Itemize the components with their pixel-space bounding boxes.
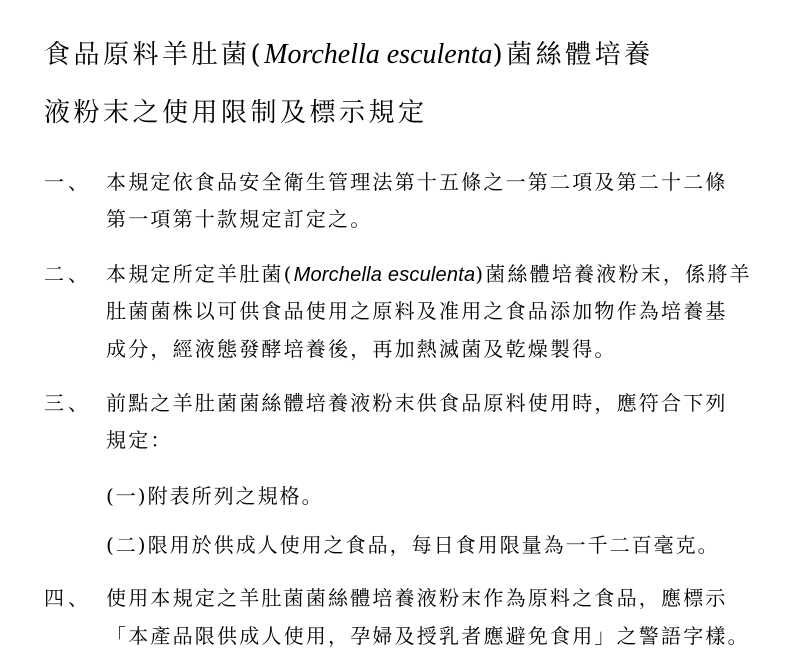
item-text-line: 本規定依食品安全衛生管理法第十五條之一第二項及第二十二條 [106, 170, 728, 194]
item-text-line [106, 258, 752, 287]
title-line1-post: )菌絲體培養 [492, 40, 654, 70]
title-line1-pre: 食品原料羊肚菌( [44, 40, 265, 70]
sub-item: (一)附表所列之規格。 [106, 484, 324, 508]
item-text-line: 使用本規定之羊肚菌菌絲體培養液粉末作為原料之食品，應標示 [106, 586, 728, 610]
sub-item: (二)限用於供成人使用之食品，每日食用限量為一千二百毫克。 [106, 533, 720, 557]
item-text-line: 前點之羊肚菌菌絲體培養液粉末供食品原料使用時，應符合下列 [106, 391, 728, 415]
item-line-pre: 本規定所定羊肚菌( [106, 262, 294, 286]
item-text-line: 規定： [106, 428, 173, 452]
item-number: 二、 [44, 262, 92, 286]
title-line-1 [44, 34, 654, 71]
item-text-line: 「本產品限供成人使用，孕婦及授乳者應避免食用」之警語字樣。 [106, 624, 750, 648]
title-latin-name: Morchella esculenta [264, 39, 493, 70]
item-text-line: 成分，經液態發酵培養後，再加熱滅菌及乾燥製得。 [106, 337, 617, 361]
item-text-line: 肚菌菌株以可供食品使用之原料及准用之食品添加物作為培養基 [106, 299, 728, 323]
item-line-post: )菌絲體培養液粉末，係將羊 [475, 262, 752, 286]
title-line-2: 液粉末之使用限制及標示規定 [44, 98, 428, 128]
item-number: 三、 [44, 391, 92, 415]
item-text-line: 第一項第十款規定訂定之。 [106, 207, 373, 231]
item-number: 四、 [44, 586, 92, 610]
latin-species-name: Morchella esculenta [293, 264, 476, 286]
item-number: 一、 [44, 170, 92, 194]
